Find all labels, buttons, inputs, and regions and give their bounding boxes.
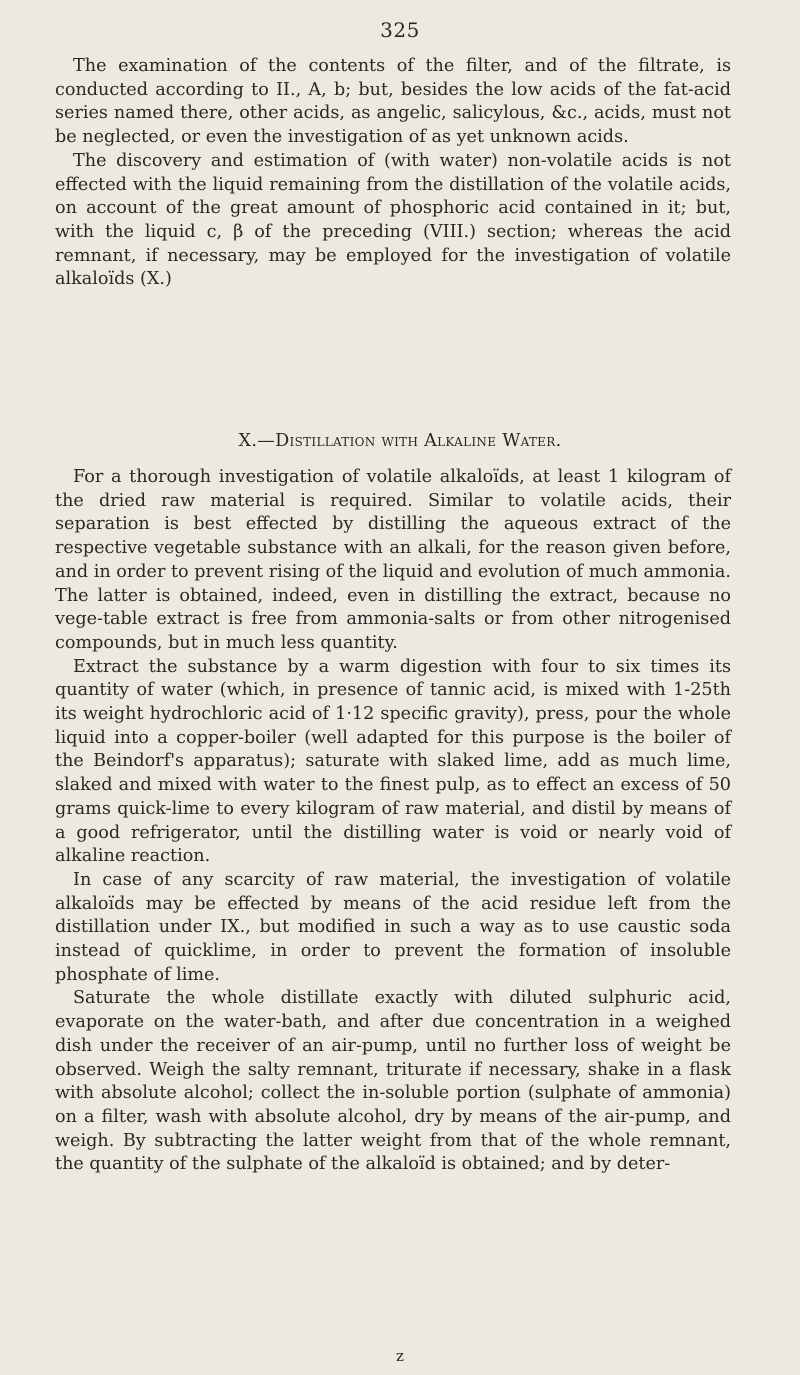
- section-title: Distillation with Alkaline Water.: [275, 431, 562, 451]
- paragraph: The examination of the contents of the filter, and of the filtrate, is conducted according to II., A, b; but, besides the low acids of the fat-acid series named there, other acids, as angelic, salicylous, &c., acids, must not be neglected, or even the investigation of as yet unknown acids.: [55, 56, 731, 148]
- paragraph: For a thorough investigation of volatile alkaloïds, at least 1 kilogram of the dried raw material is required. Similar to volatile acids, their separation is best effected by distilling the aqueous extract of the respective vegetable substance with an alkali, for the reason given before, and in order to prevent rising of the liquid and evolution of much ammonia. The latter is obtained, indeed, even in distilling the extract, because no vege-table extract is free from ammonia-salts or from other nitrogenised compounds, but in much less quantity.: [55, 467, 731, 653]
- paragraph: In case of any scarcity of raw material, the investigation of volatile alkaloïds may be effected by means of the acid residue left from the distillation under IX., but modified in such a way as to use caustic soda instead of quicklime, in order to prevent the formation of insoluble phosphate of lime.: [55, 869, 731, 985]
- upper-text-block: [55, 55, 731, 292]
- page-number: 325: [380, 18, 420, 42]
- paragraph: Extract the substance by a warm digestion with four to six times its quantity of water (which, in presence of tannic acid, is mixed with 1-25th its weight hydrochloric acid of 1·12 specific gravity), press, pour the whole liquid into a copper-boiler (well adapted for this purpose is the boiler of the Beindorf's apparatus); saturate with slaked lime, add as much lime, slaked and mixed with water to the finest pulp, as to effect an excess of 50 grams quick-lime to every kilogram of raw material, and distil by means of a good refrigerator, until the distilling water is void or nearly void of alkaline reaction.: [55, 656, 731, 867]
- section-number: X.—: [238, 431, 276, 451]
- section-heading: [0, 431, 800, 451]
- signature-mark: z: [396, 1347, 404, 1365]
- paragraph: The discovery and estimation of (with water) non-volatile acids is not effected with the liquid remaining from the distillation of the volatile acids, on account of the great amount of phosphoric acid contained in it; but, with the liquid c, β of the preceding (VIII.) section; whereas the acid remnant, if necessary, may be employed for the investigation of volatile alkaloïds (X.): [55, 150, 731, 290]
- paragraph: Saturate the whole distillate exactly with diluted sulphuric acid, evaporate on the water-bath, and after due concentration in a weighed dish under the receiver of an air-pump, until no further loss of weight be observed. Weigh the salty remnant, triturate if necessary, shake in a flask with absolute alcohol; collect the in-soluble portion (sulphate of ammonia) on a filter, wash with absolute alcohol, dry by means of the air-pump, and weigh. By subtracting the latter weight from that of the whole remnant, the quantity of the sulphate of the alkaloïd is obtained; and by deter-: [55, 988, 731, 1175]
- lower-text-block: [55, 466, 731, 1177]
